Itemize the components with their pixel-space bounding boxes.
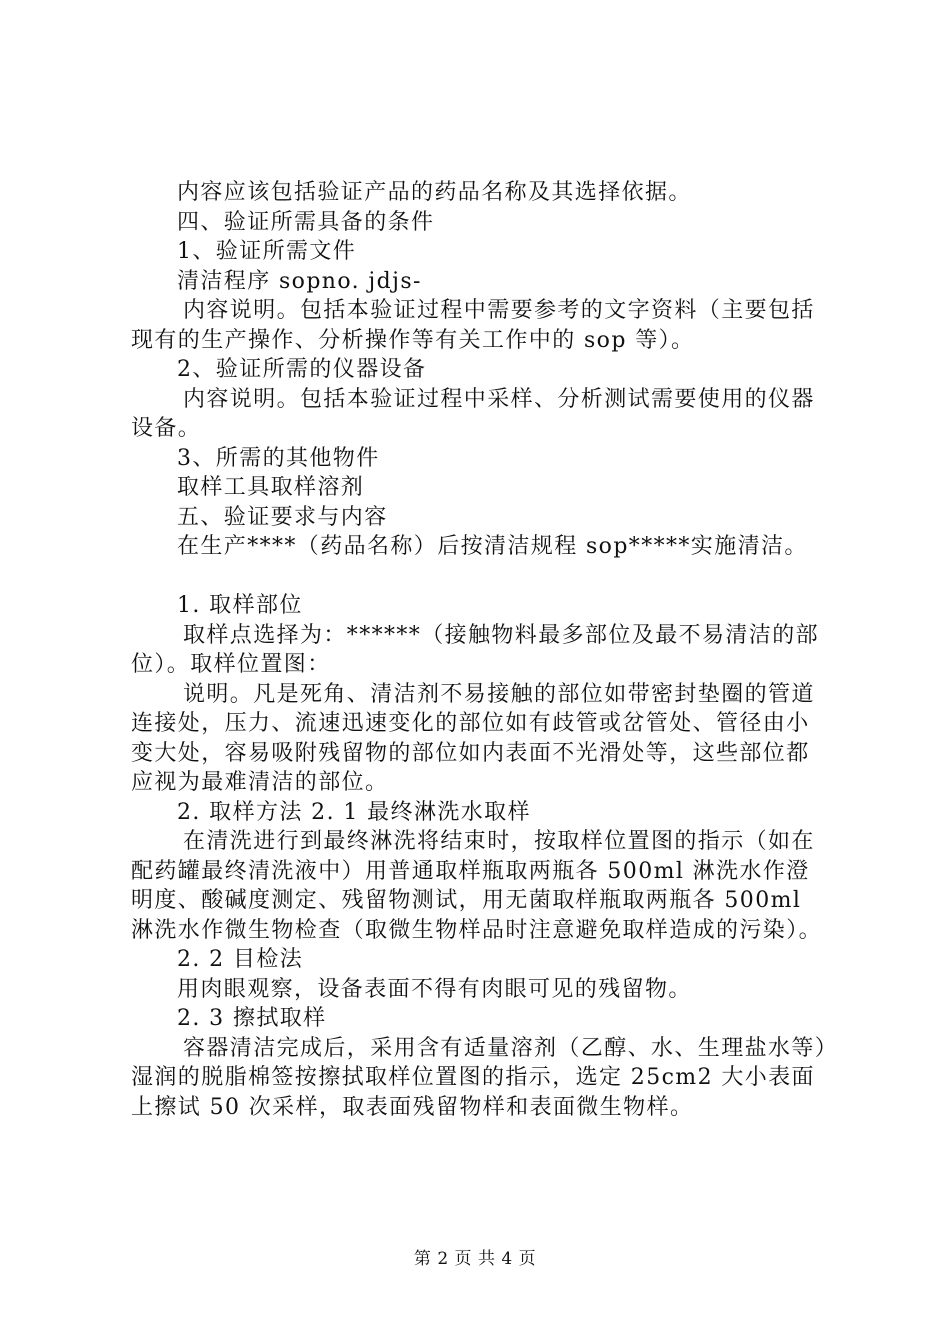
subsection-heading: 1、验证所需文件 [177, 239, 357, 264]
subsection-heading: 2、验证所需的仪器设备 [177, 357, 427, 382]
paragraph: 清洁程序 sopno. jdjs- [177, 268, 422, 294]
section-heading: 五、验证要求与内容 [177, 504, 388, 530]
page-footer: 第 2 页 共 4 页 [413, 1249, 537, 1269]
subsection-heading: 1. 取样部位 [177, 593, 303, 618]
paragraph: 内容说明。包括本验证过程中采样、分析测试需要使用的仪器设备。 [131, 386, 815, 441]
subsection-heading: 2. 取样方法 2. 1 最终淋洗水取样 [177, 799, 531, 825]
section-heading: 四、验证所需具备的条件 [177, 209, 435, 235]
paragraph: 内容说明。包括本验证过程中需要参考的文字资料（主要包括现有的生产操作、分析操作等有关工作中的 sop 等）。 [131, 298, 815, 353]
subsection-heading: 2. 2 目检法 [177, 947, 304, 972]
subsection-heading: 2. 3 擦拭取样 [177, 1006, 327, 1031]
paragraph: 在生产****（药品名称）后按清洁规程 sop*****实施清洁。 [177, 534, 808, 559]
subsection-heading: 3、所需的其他物件 [177, 445, 380, 471]
paragraph: 取样点选择为：******（接触物料最多部位及最不易清洁的部位）。取样位置图： [131, 622, 820, 677]
paragraph: 取样工具取样溶剂 [177, 475, 365, 500]
paragraph: 用肉眼观察，设备表面不得有肉眼可见的残留物。 [177, 976, 692, 1002]
paragraph: 在清洗进行到最终淋洗将结束时，按取样位置图的指示（如在配药罐最终清洗液中）用普通取样瓶取两瓶各 500ml 淋洗水作澄明度、酸碱度测定、残留物测试，用无菌取样瓶取两瓶各 500ml 淋洗水作微生物检查（取微生物样品时注意避免取样造成的污染）。 [131, 829, 823, 943]
blank-line [131, 562, 831, 592]
document-body [131, 178, 831, 1122]
paragraph: 容器清洁完成后，采用含有适量溶剂（乙醇、水、生理盐水等）湿润的脱脂棉签按擦拭取样位置图的指示，选定 25cm2 大小表面上擦试 50 次采样，取表面残留物样和表面微生物样。 [131, 1035, 828, 1120]
paragraph: 说明。凡是死角、清洁剂不易接触的部位如带密封垫圈的管道连接处，压力、流速迅速变化的部位如有歧管或岔管处、管径由小变大处，容易吸附残留物的部位如内表面不光滑处等，这些部位都应视为最难清洁的部位。 [131, 681, 815, 795]
paragraph: 内容应该包括验证产品的药品名称及其选择依据。 [177, 180, 692, 205]
